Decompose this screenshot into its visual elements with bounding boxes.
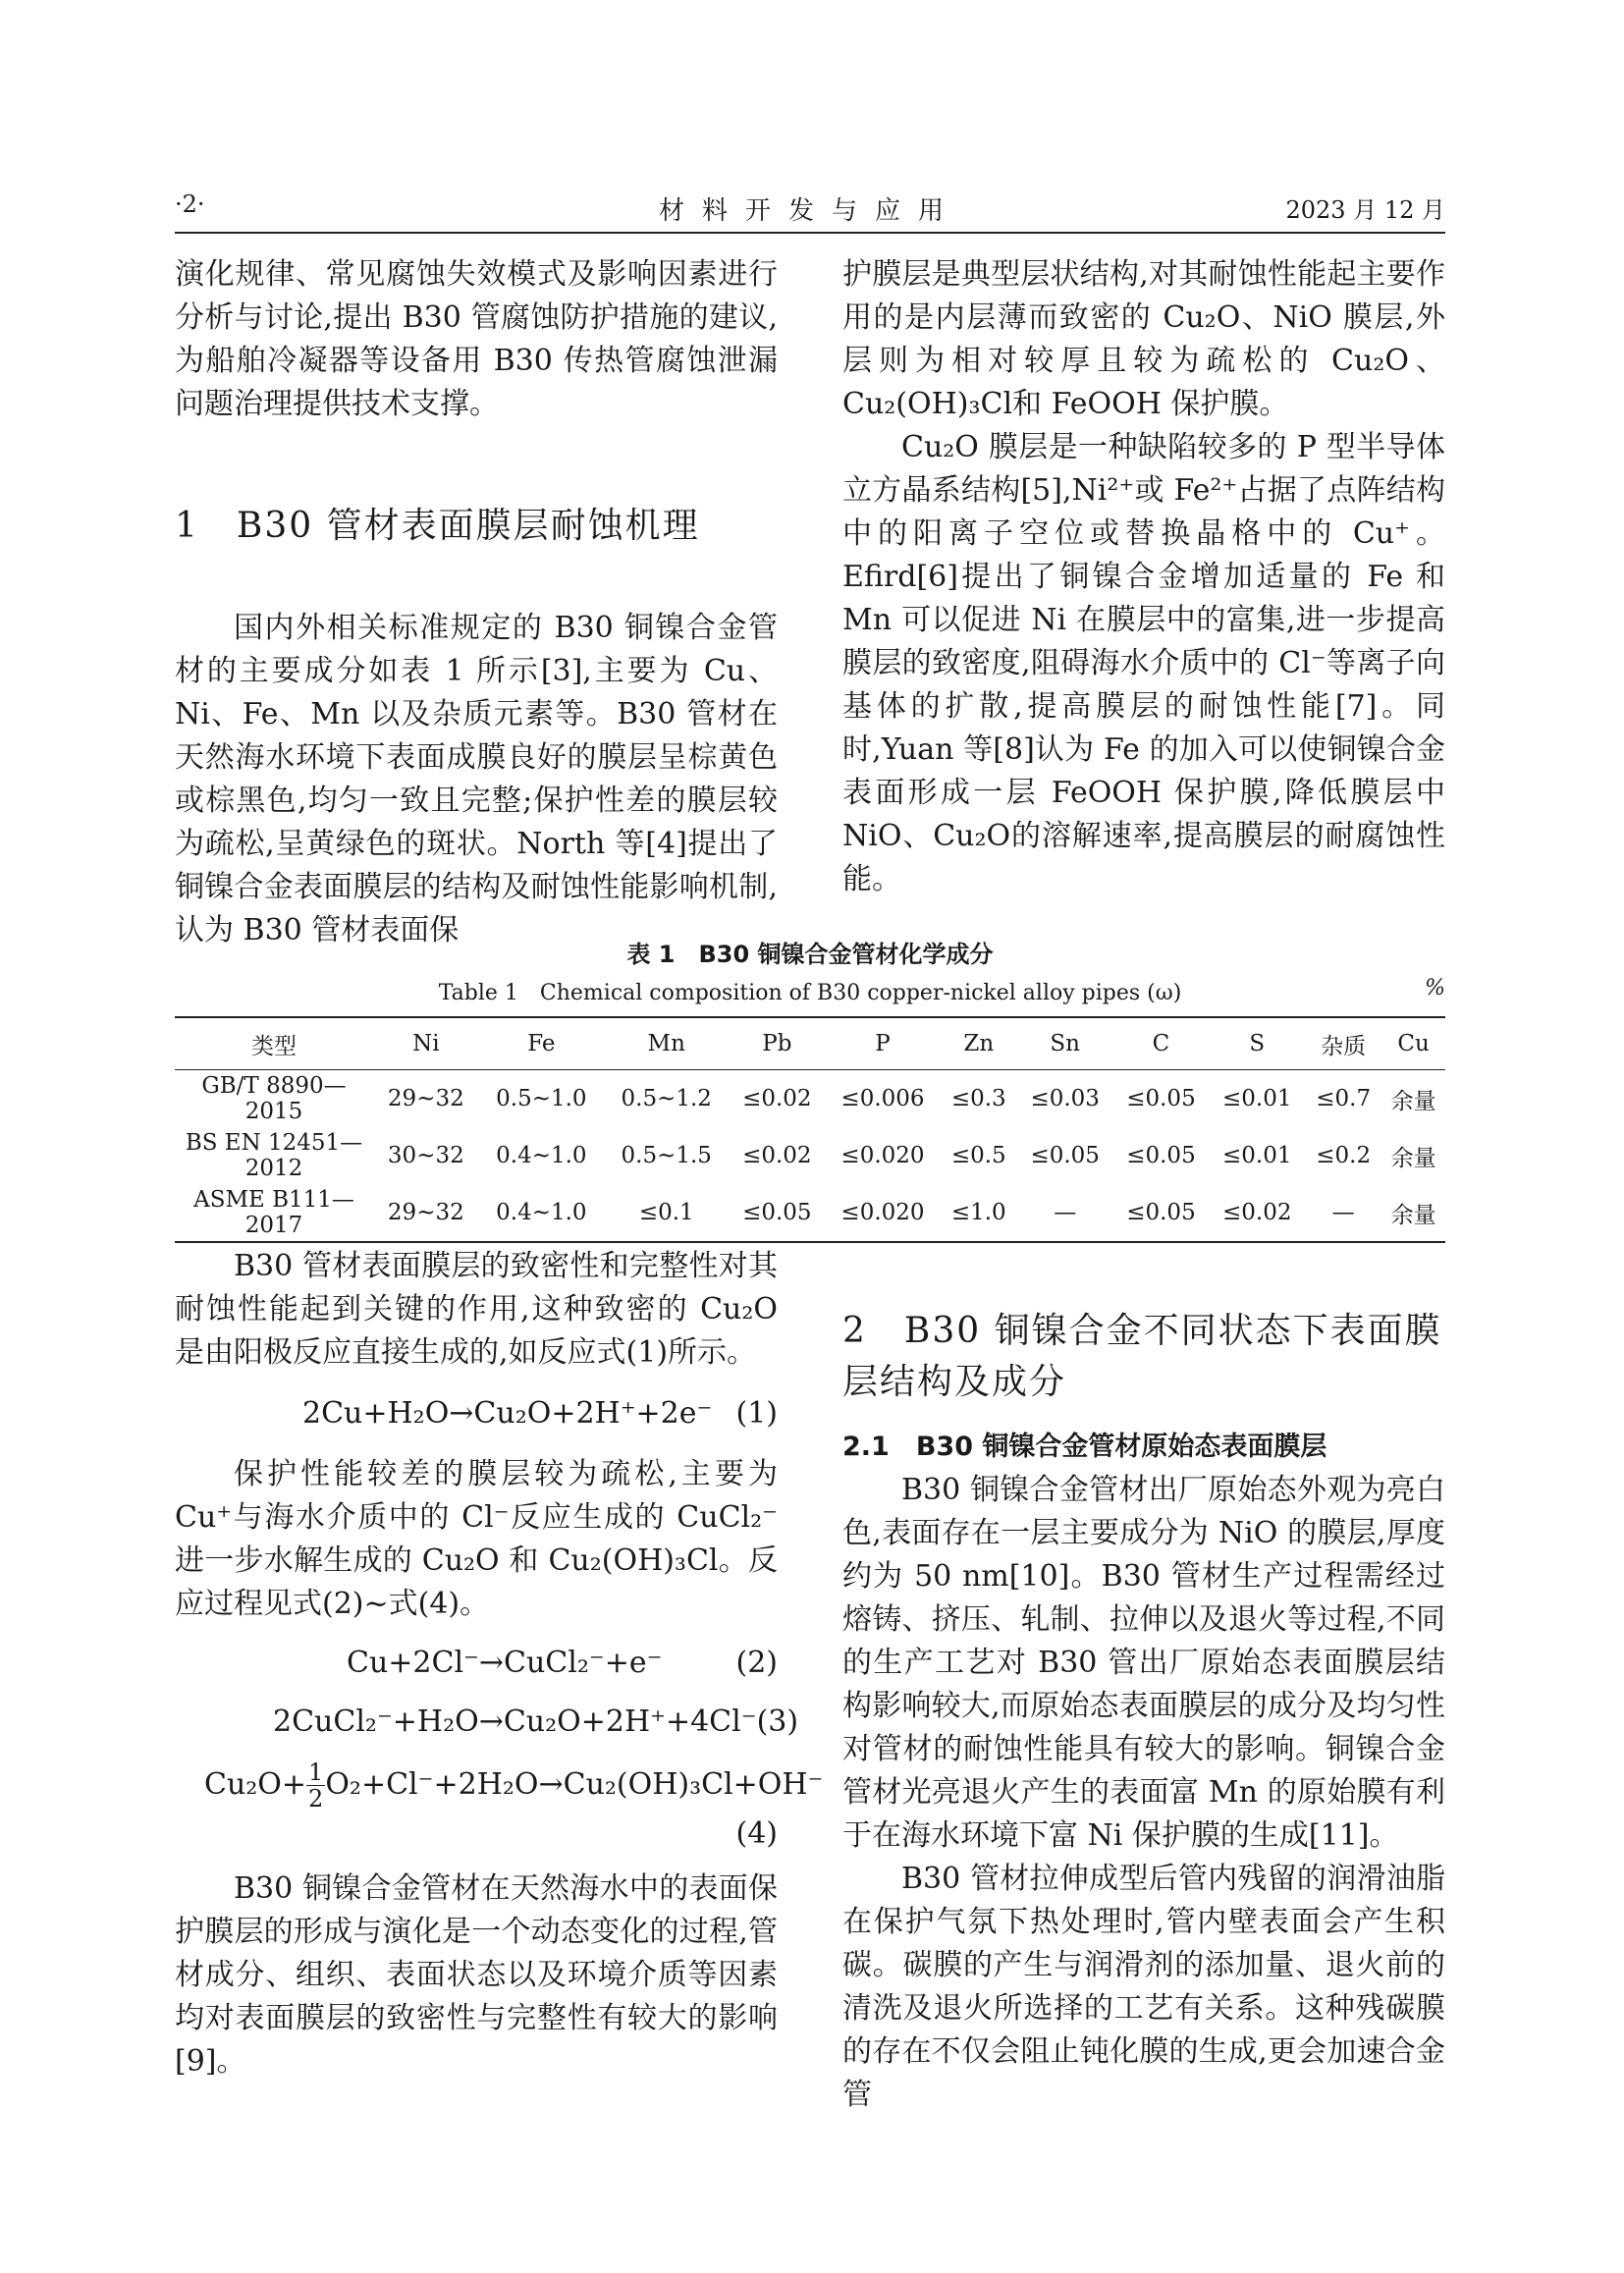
equation-4 xyxy=(204,1759,824,1813)
header-cell: Fe xyxy=(479,1017,604,1070)
paragraph: B30 铜镍合金管材在天然海水中的表面保护膜层的形成与演化是一个动态变化的过程,管材成分、组织、表面状态以及环境介质等因素均对表面膜层的致密性与完整性有较大的影响[9]。 xyxy=(175,1870,778,2079)
page-number: ·2· xyxy=(175,190,205,218)
equation-body: Cu+2Cl⁻→CuCl₂⁻+e⁻ xyxy=(347,1646,663,1680)
paragraph: B30 铜镍合金管材出厂原始态外观为亮白色,表面存在一层主要成分为 NiO 的膜层,厚度约为 50 nm[10]。B30 管材生产过程需经过熔铸、挤压、轧制、拉伸以及退火等过程,不同的生产工艺对 B30 管出厂原始态表面膜层结构影响较大,而原始态表面膜层的成分及均匀性对管材的耐蚀性能具有较大的影响。铜镍合金管材光亮退火产生的表面富 Mn 的原始膜有利于在海水环境下富 Ni 保护膜的生成[11]。 xyxy=(842,1473,1445,1853)
composition-table xyxy=(175,1016,1445,1243)
paragraph: B30 管材拉伸成型后管内残留的润滑油脂在保护气氛下热处理时,管内壁表面会产生积碳。碳膜的产生与润滑剂的添加量、退火前的清洗及退火所选择的工艺有关系。这种残碳膜的存在不仅会阻止钝化膜的生成,更会加速合金管 xyxy=(842,1862,1445,2112)
equation-4-number: (4) xyxy=(735,1815,778,1851)
cell: 0.5~1.5 xyxy=(621,1143,712,1168)
header-cell: S xyxy=(1209,1017,1305,1070)
cell: ≤1.0 xyxy=(941,1184,1017,1242)
cell: ≤0.01 xyxy=(1222,1086,1292,1111)
cell: 0.5~1.2 xyxy=(621,1086,712,1111)
paragraph: Cu₂O 膜层是一种缺陷较多的 P 型半导体立方晶系结构[5],Ni²⁺或 Fe²⁺占据了点阵结构中的阳离子空位或替换晶格中的 Cu⁺。Efird[6]提出了铜镍合金增加适量的 Fe 和 Mn 可以促进 Ni 在膜层中的富集,进一步提高膜层的致密度,阻碍海水介质中的 Cl⁻等离子向基体的扩散,提高膜层的耐蚀性能[7]。同时,Yuan 等[8]认为 Fe 的加入可以使铜镍合金表面形成一层 FeOOH 保护膜,降低膜层中 NiO、Cu₂O的溶解速率,提高膜层的耐腐蚀性能。 xyxy=(842,430,1445,896)
equation-3 xyxy=(273,1701,799,1744)
table-row xyxy=(175,1184,1445,1242)
cell: ≤0.02 xyxy=(742,1143,812,1168)
paragraph: 保护性能较差的膜层较为疏松,主要为 Cu⁺与海水介质中的 Cl⁻反应生成的 CuCl₂⁻进一步水解生成的 Cu₂O 和 Cu₂(OH)₃Cl。反应过程见式(2)~式(4)。 xyxy=(175,1457,778,1621)
header-cell: Sn xyxy=(1017,1017,1113,1070)
cell: — xyxy=(1017,1184,1113,1242)
table-row xyxy=(175,1127,1445,1184)
header-cell: 类型 xyxy=(175,1017,373,1070)
header-cell: P xyxy=(825,1017,941,1070)
cell: ≤0.02 xyxy=(1209,1184,1305,1242)
cell: ≤0.05 xyxy=(1126,1143,1196,1168)
cell: ≤0.020 xyxy=(840,1143,925,1168)
header-cell: Cu xyxy=(1381,1017,1445,1070)
table-caption-en: Table 1 Chemical composition of B30 copper-nickel alloy pipes (ω) xyxy=(438,981,1182,1005)
header-cell: 杂质 xyxy=(1305,1017,1381,1070)
fraction-denominator: 2 xyxy=(308,1785,324,1813)
left-column-top xyxy=(175,253,778,426)
table-unit: % xyxy=(1425,976,1445,1001)
cell: 余量 xyxy=(1390,1145,1436,1171)
subsection-2-1-heading: 2.1 B30 铜镍合金管材原始态表面膜层 xyxy=(842,1432,1327,1462)
equation-number: (2) xyxy=(735,1646,778,1680)
cell: 余量 xyxy=(1381,1184,1445,1242)
equation-1 xyxy=(302,1392,778,1435)
equation-2 xyxy=(347,1642,778,1685)
cell: ≤0.3 xyxy=(950,1086,1006,1111)
header-cell: Mn xyxy=(604,1017,729,1070)
cell: ≤0.05 xyxy=(729,1184,825,1242)
cell: ≤0.006 xyxy=(840,1086,925,1111)
left-column-section1 xyxy=(175,607,778,952)
equation-number: (3) xyxy=(756,1705,799,1739)
cell: GB/T 8890—2015 xyxy=(201,1073,347,1124)
paragraph: 护膜层是典型层状结构,对其耐蚀性能起主要作用的是内层薄而致密的 Cu₂O、NiO 膜层,外层则为相对较厚且较为疏松的 Cu₂O、Cu₂(OH)₃Cl和 FeOOH 保护膜。 xyxy=(842,257,1445,421)
journal-title: 材料开发与应用 xyxy=(658,196,961,226)
right-column-bottom xyxy=(842,1426,1445,2117)
cell: 余量 xyxy=(1390,1088,1436,1114)
cell: ≤0.1 xyxy=(604,1184,729,1242)
section-1-heading: 1 B30 管材表面膜层耐蚀机理 xyxy=(175,506,700,546)
paragraph: 演化规律、常见腐蚀失效模式及影响因素进行分析与讨论,提出 B30 管腐蚀防护措施的建议,为船舶冷凝器等设备用 B30 传热管腐蚀泄漏问题治理提供技术支撑。 xyxy=(175,257,778,421)
equation-body-b: O₂+Cl⁻+2H₂O→Cu₂(OH)₃Cl+OH⁻ xyxy=(325,1766,824,1802)
table-caption-cn: 表 1 B30 铜镍合金管材化学成分 xyxy=(626,941,994,968)
paragraph: 国内外相关标准规定的 B30 铜镍合金管材的主要成分如表 1 所示[3],主要为 Cu、Ni、Fe、Mn 以及杂质元素等。B30 管材在天然海水环境下表面成膜良好的膜层呈棕黄色或棕黑色,均匀一致且完整;保护性差的膜层较为疏松,呈黄绿色的斑状。North 等[4]提出了铜镍合金表面膜层的结构及耐蚀性能影响机制,认为 B30 管材表面保 xyxy=(175,611,778,947)
cell: ASME B111—2017 xyxy=(175,1184,373,1242)
cell: 0.4~1.0 xyxy=(479,1184,604,1242)
header-cell: Pb xyxy=(729,1017,825,1070)
cell: 0.4~1.0 xyxy=(496,1143,587,1168)
paragraph: B30 管材表面膜层的致密性和完整性对其耐蚀性能起到关键的作用,这种致密的 Cu₂O 是由阳极反应直接生成的,如反应式(1)所示。 xyxy=(175,1249,778,1370)
cell: ≤0.05 xyxy=(1113,1184,1210,1242)
fraction xyxy=(306,1759,325,1813)
header-cell: Zn xyxy=(941,1017,1017,1070)
cell: ≤0.020 xyxy=(825,1184,941,1242)
equation-number: (1) xyxy=(735,1396,778,1431)
table-header-row xyxy=(175,1017,1445,1070)
cell: ≤0.02 xyxy=(742,1086,812,1111)
right-column-top xyxy=(842,253,1445,901)
cell: ≤0.2 xyxy=(1316,1143,1372,1168)
equation-body: 2Cu+H₂O→Cu₂O+2H⁺+2e⁻ xyxy=(302,1396,713,1431)
section-2-heading: 2 B30 铜镍合金不同状态下表面膜层结构及成分 xyxy=(842,1311,1442,1402)
cell: ≤0.05 xyxy=(1126,1086,1196,1111)
cell: ≤0.05 xyxy=(1030,1143,1100,1168)
header-cell: Ni xyxy=(373,1017,479,1070)
issue-date: 2023 月 12 月 xyxy=(1285,196,1445,224)
cell: 29~32 xyxy=(373,1184,479,1242)
header-cell: C xyxy=(1113,1017,1210,1070)
running-header xyxy=(175,190,1445,230)
fraction-numerator: 1 xyxy=(308,1759,324,1786)
cell: 29~32 xyxy=(387,1086,464,1111)
cell: ≤0.5 xyxy=(950,1143,1006,1168)
equation-body-a: Cu₂O+ xyxy=(204,1766,307,1802)
cell: ≤0.01 xyxy=(1222,1143,1292,1168)
header-rule xyxy=(175,232,1445,234)
cell: ≤0.7 xyxy=(1316,1086,1372,1111)
left-column-bottom xyxy=(175,1245,824,2084)
cell: — xyxy=(1305,1184,1381,1242)
cell: BS EN 12451—2012 xyxy=(185,1130,363,1181)
cell: ≤0.03 xyxy=(1030,1086,1100,1111)
table-row xyxy=(175,1070,1445,1128)
equation-body: 2CuCl₂⁻+H₂O→Cu₂O+2H⁺+4Cl⁻ xyxy=(273,1705,757,1739)
cell: 0.5~1.0 xyxy=(496,1086,587,1111)
cell: 30~32 xyxy=(387,1143,464,1168)
